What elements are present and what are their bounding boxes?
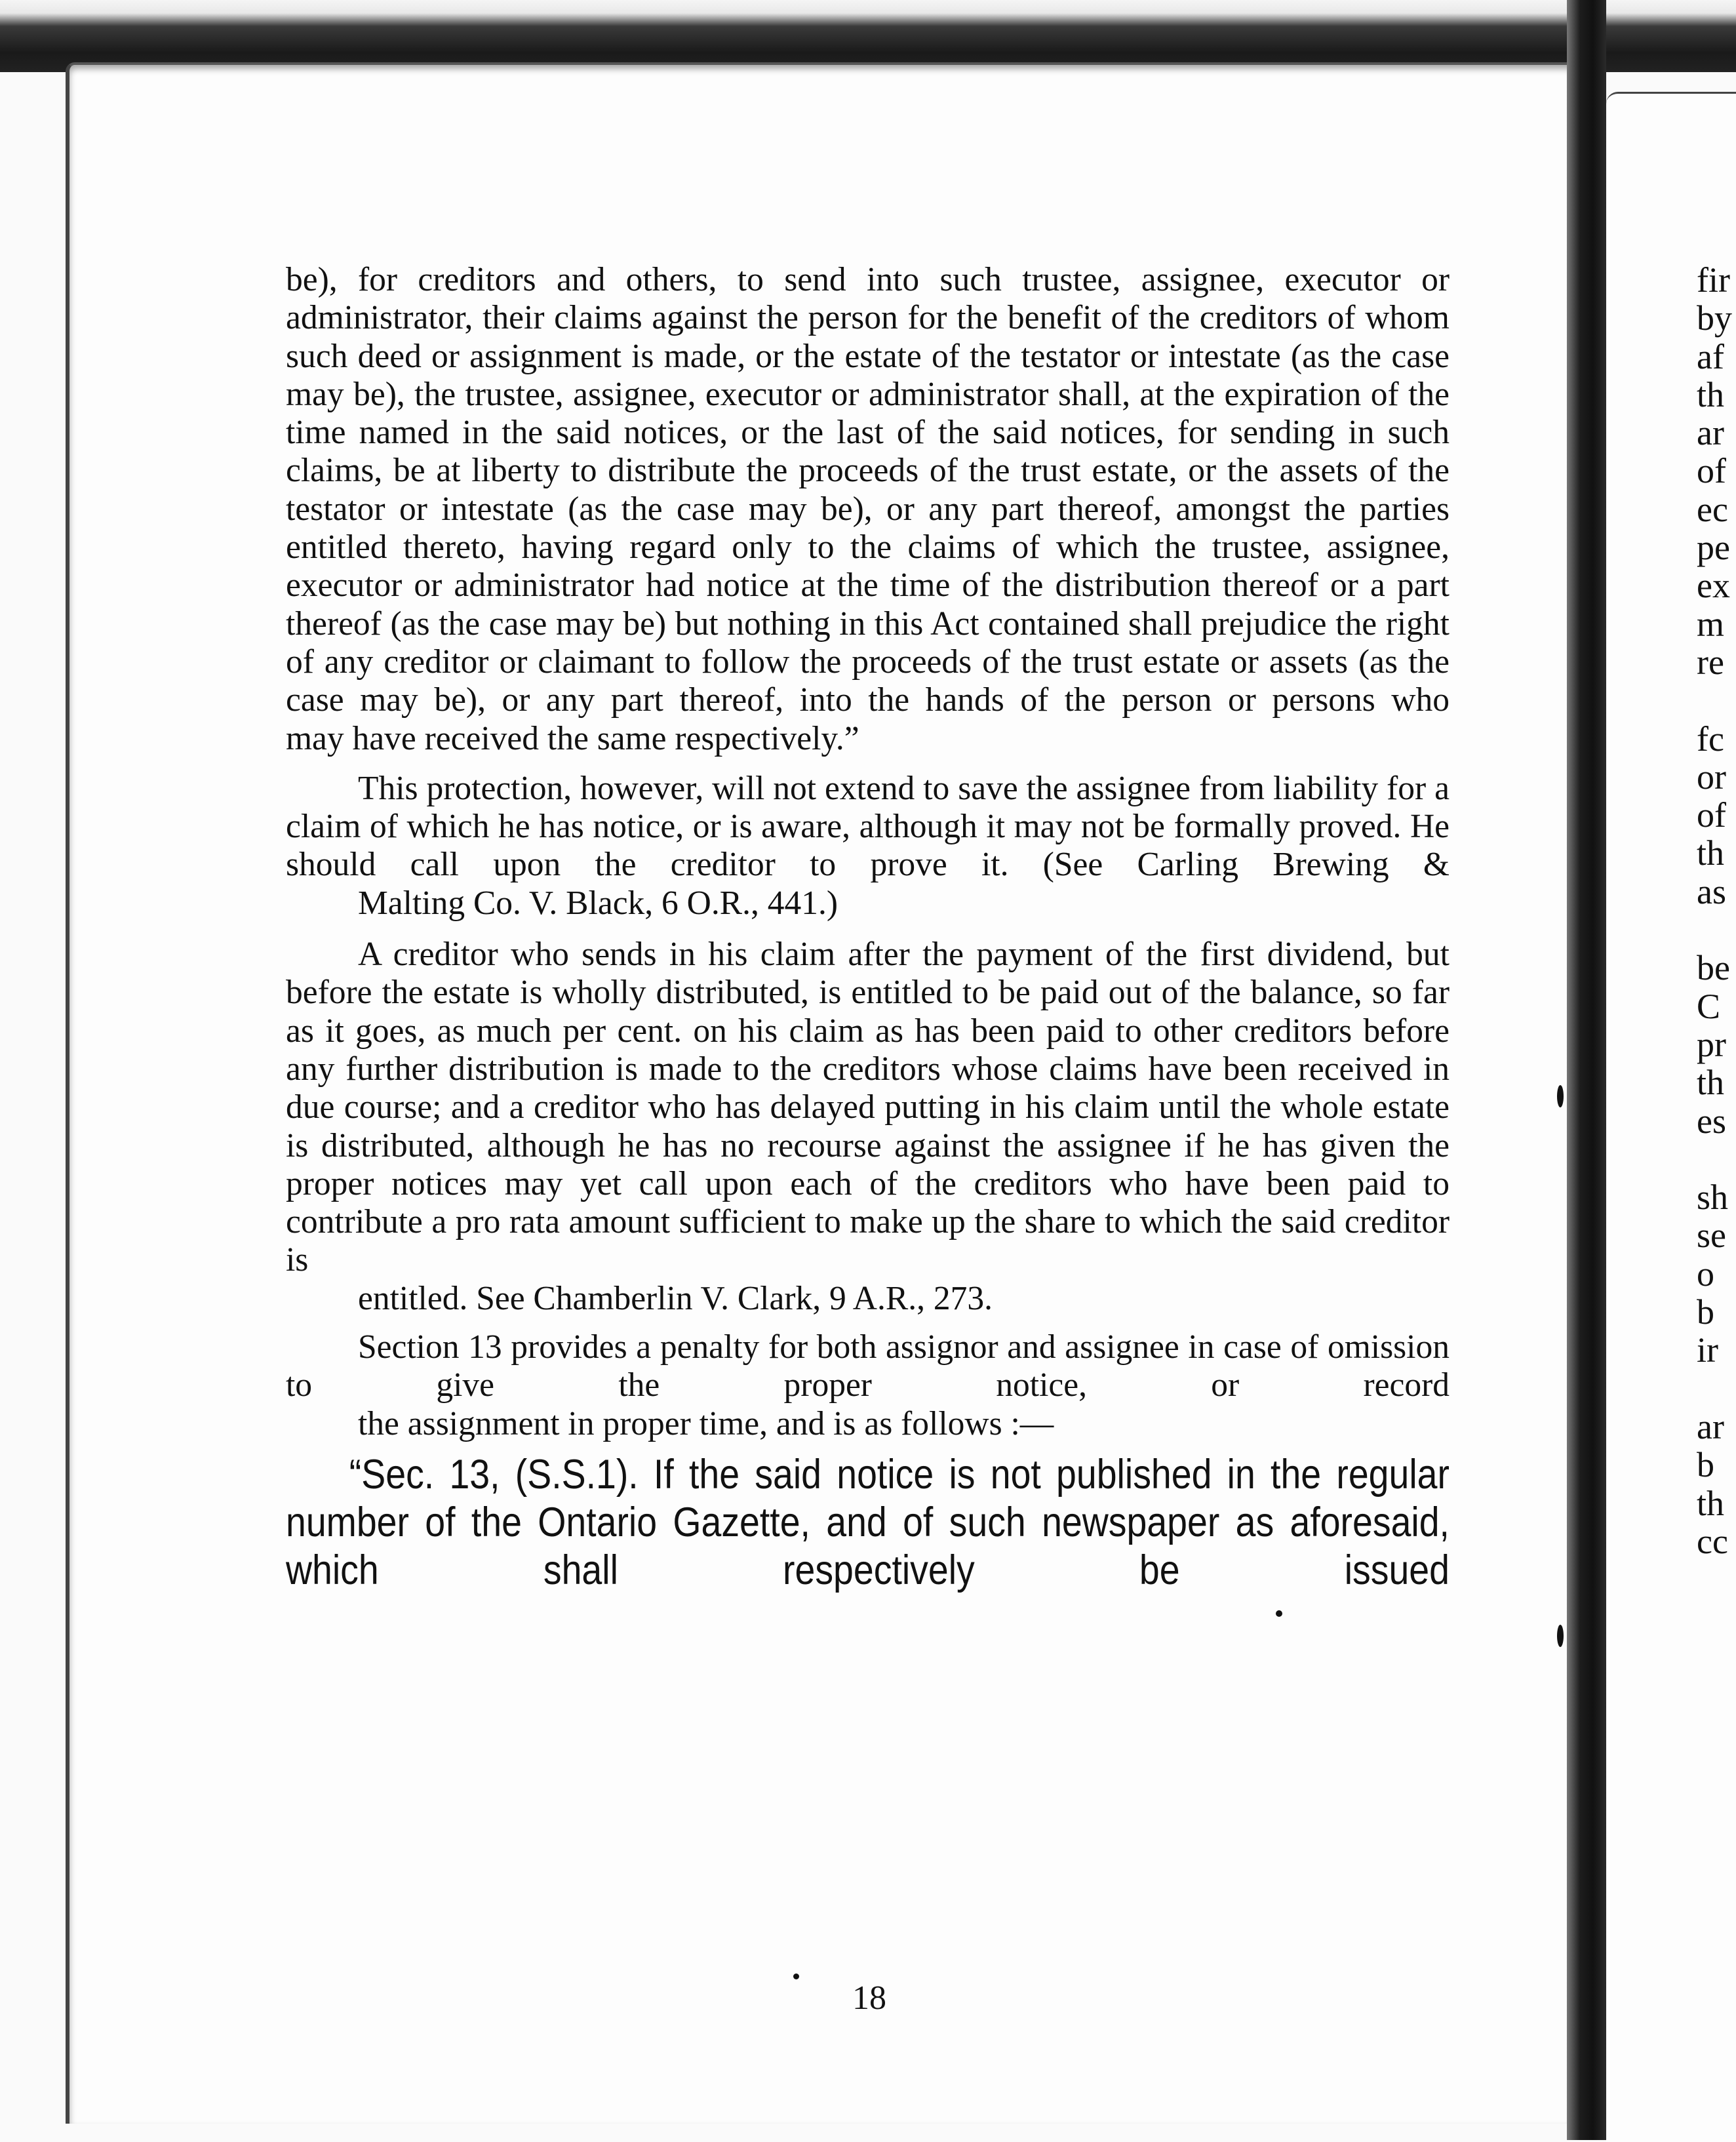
- paragraph-text: Section 13 provides a penalty for both assignor and assignee in case of omission to give the proper notice, or record: [286, 1328, 1450, 1404]
- facing-page-fragment: pe: [1697, 528, 1730, 568]
- facing-page-fragment: of: [1697, 795, 1726, 835]
- facing-page-fragment: b: [1697, 1292, 1714, 1332]
- facing-page-text: [1697, 261, 1736, 1560]
- facing-page-fragment: ex: [1697, 566, 1730, 606]
- facing-page-fragment: re: [1697, 642, 1724, 682]
- facing-page-fragment: cc: [1697, 1521, 1728, 1561]
- facing-page-fragment: [1697, 681, 1736, 719]
- paragraph-protection: [286, 770, 1450, 922]
- paragraph-text: be), for creditors and others, to send into such trustee, assignee, executor or administrator, their claims against the person for the benefit of the creditors of whom such deed or assignment is made, or the estate of the testator or intestate (as the case may be), the trustee, assignee, executor or administrator shall, at the expiration of the time named in the said notices, or the last of the said notices, for sending in such claims, be at liberty to distribute the proceeds of the trust estate, or the assets of the testator or intestate (as the case may be), or any part thereof, amongst the parties entitled thereto, having regard only to the claims of which the trustee, assignee, executor or administrator had notice at the time of the distribution thereof or a part thereof (as the case may be) but nothing in this Act contained shall prejudice the right of any creditor or claimant to follow the proceeds of the trust estate or assets (as the case may be), or any part thereof, into the hands of the person or persons who: [286, 261, 1450, 719]
- facing-page-fragment: th: [1697, 374, 1725, 414]
- facing-page-fragment: b: [1697, 1445, 1714, 1485]
- facing-page-fragment: fc: [1697, 719, 1724, 759]
- paragraph-last-line: may have received the same respectively.”: [286, 719, 859, 757]
- facing-page-fragment: se: [1697, 1216, 1726, 1256]
- paragraph-last-line: the assignment in proper time, and is as follows :—: [358, 1404, 1054, 1442]
- facing-page-fragment: fir: [1697, 261, 1730, 300]
- facing-page-fragment: m: [1697, 604, 1725, 644]
- facing-page-fragment: ir: [1697, 1330, 1718, 1370]
- facing-page-fragment: th: [1697, 833, 1725, 873]
- page-text: [286, 261, 1450, 1595]
- page-number: 18: [852, 1979, 886, 2017]
- scan-top-edge: [0, 0, 1736, 72]
- facing-page-fragment: af: [1697, 336, 1724, 376]
- facing-page-fragment: by: [1697, 298, 1732, 338]
- paragraph-last-line: entitled. See Chamberlin V. Clark, 9 A.R., 273.: [358, 1279, 993, 1317]
- ink-dot: [793, 1973, 799, 1979]
- facing-page-fragment: sh: [1697, 1178, 1729, 1218]
- facing-page-fragment: [1697, 1140, 1736, 1178]
- paragraph-quote-end: [286, 261, 1450, 758]
- facing-page-fragment: of: [1697, 451, 1726, 491]
- facing-page-fragment: C: [1697, 986, 1721, 1026]
- paragraph-text: A creditor who sends in his claim after the payment of the first dividend, but before the estate is wholly distributed, is entitled to be paid out of the balance, so far as it goes, as much per cent. on his claim as has been paid to other creditors before any further distribution is made to the creditors whose claims have been received in due course; and a creditor who has delayed putting in his claim until the whole estate is distributed, although he has no recourse against the assignee if he has given the proper notices may yet call upon each of the creditors who have been paid to contribute a pro rata amount sufficient to make up the share to which the said creditor is: [286, 936, 1450, 1279]
- paragraph-section-13: [286, 1328, 1450, 1443]
- paragraph-last-line: Malting Co. V. Black, 6 O.R., 441.): [358, 884, 838, 922]
- paragraph-creditor: [286, 936, 1450, 1318]
- facing-page-fragment: ar: [1697, 1406, 1724, 1446]
- facing-page-fragment: pr: [1697, 1024, 1726, 1064]
- facing-page-fragment: [1697, 911, 1736, 949]
- facing-page-fragment: ec: [1697, 489, 1728, 529]
- paragraph-text: This protection, however, will not extend to save the assignee from liability for a claim of which he has notice, or is aware, although it may not be formally proved. He should call upon the creditor to prove it. (See Carling Brewing &: [286, 769, 1450, 884]
- facing-page-fragment: be: [1697, 948, 1730, 988]
- ink-dot: [1276, 1610, 1282, 1617]
- facing-page-fragment: es: [1697, 1101, 1726, 1141]
- facing-page-fragment: th: [1697, 1063, 1725, 1103]
- margin-mark: [1557, 1625, 1564, 1647]
- facing-page-fragment: or: [1697, 757, 1726, 797]
- facing-page-fragment: ar: [1697, 413, 1724, 453]
- facing-page-fragment: [1697, 1370, 1736, 1408]
- facing-page-fragment: as: [1697, 871, 1726, 911]
- margin-mark: [1557, 1085, 1564, 1107]
- statute-quotation: “Sec. 13, (S.S.1). If the said notice is not published in the regular number of the Ontario Gazette, and of such newspaper as aforesaid, which shall respectively be issued: [286, 1451, 1450, 1593]
- book-spine: [1567, 0, 1606, 2140]
- facing-page-fragment: o: [1697, 1254, 1714, 1294]
- facing-page-fragment: th: [1697, 1483, 1725, 1523]
